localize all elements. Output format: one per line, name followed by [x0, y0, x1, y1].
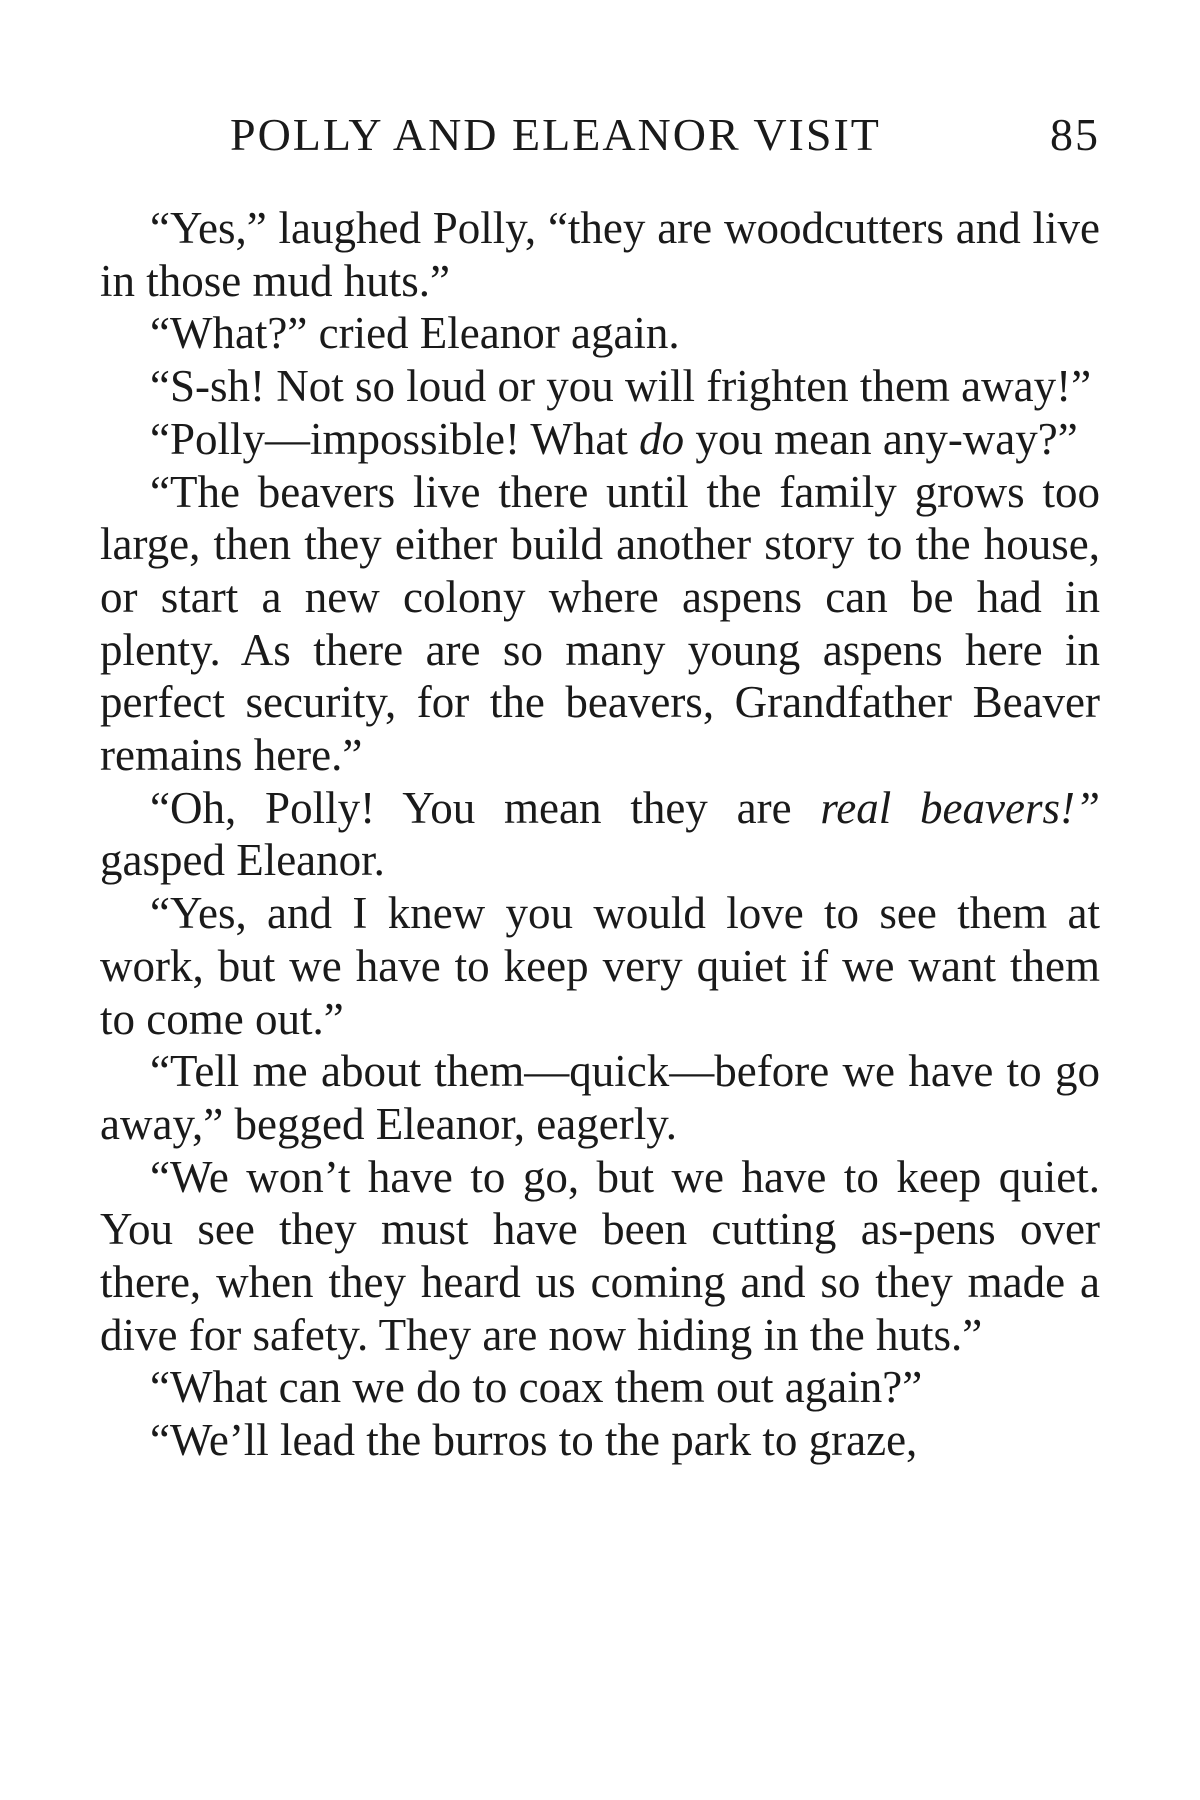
paragraph [100, 413, 1100, 466]
running-title: POLLY AND ELEANOR VISIT [230, 109, 881, 160]
paragraph-text: gasped Eleanor. [100, 835, 385, 886]
paragraph: “Yes,” laughed Polly, “they are woodcutters and live in those mud huts.” [100, 203, 1100, 306]
paragraph: “Yes, and I knew you would love to see them at work, but we have to keep very quiet if we want them to come out.” [100, 888, 1100, 1044]
emphasis: do [639, 413, 685, 464]
paragraph: “What?” cried Eleanor again. [150, 308, 680, 359]
paragraph: “S-sh! Not so loud or you will frighten them away!” [150, 361, 1092, 412]
body-text [100, 202, 1100, 1467]
paragraph: “The beavers live there until the family grows too large, then they either build another story to the house, or start a new colony where aspens can be had in plenty. As there are so many young aspens here in perfect security, for the beavers, Grandfather Beaver remains here.” [100, 466, 1100, 781]
paragraph [100, 782, 1100, 887]
paragraph-text: “Oh, Polly! You mean they are [150, 782, 821, 833]
paragraph: “Tell me about them—quick—before we have to go away,” begged Eleanor, eagerly. [100, 1046, 1100, 1149]
paragraph-text: “Polly—impossible! What [150, 413, 640, 464]
emphasis: real beavers!” [820, 782, 1100, 833]
paragraph: “We won’t have to go, but we have to keep quiet. You see they must have been cutting as-pens over there, when they heard us coming and so they made a dive for safety. They are now hiding in the huts.” [100, 1151, 1100, 1360]
paragraph: “We’ll lead the burros to the park to graze, [150, 1415, 918, 1466]
paragraph-text: you mean any-way?” [684, 413, 1078, 464]
page-header [100, 108, 1100, 168]
paragraph: “What can we do to coax them out again?” [150, 1362, 923, 1413]
page-number: 85 [1050, 109, 1100, 160]
